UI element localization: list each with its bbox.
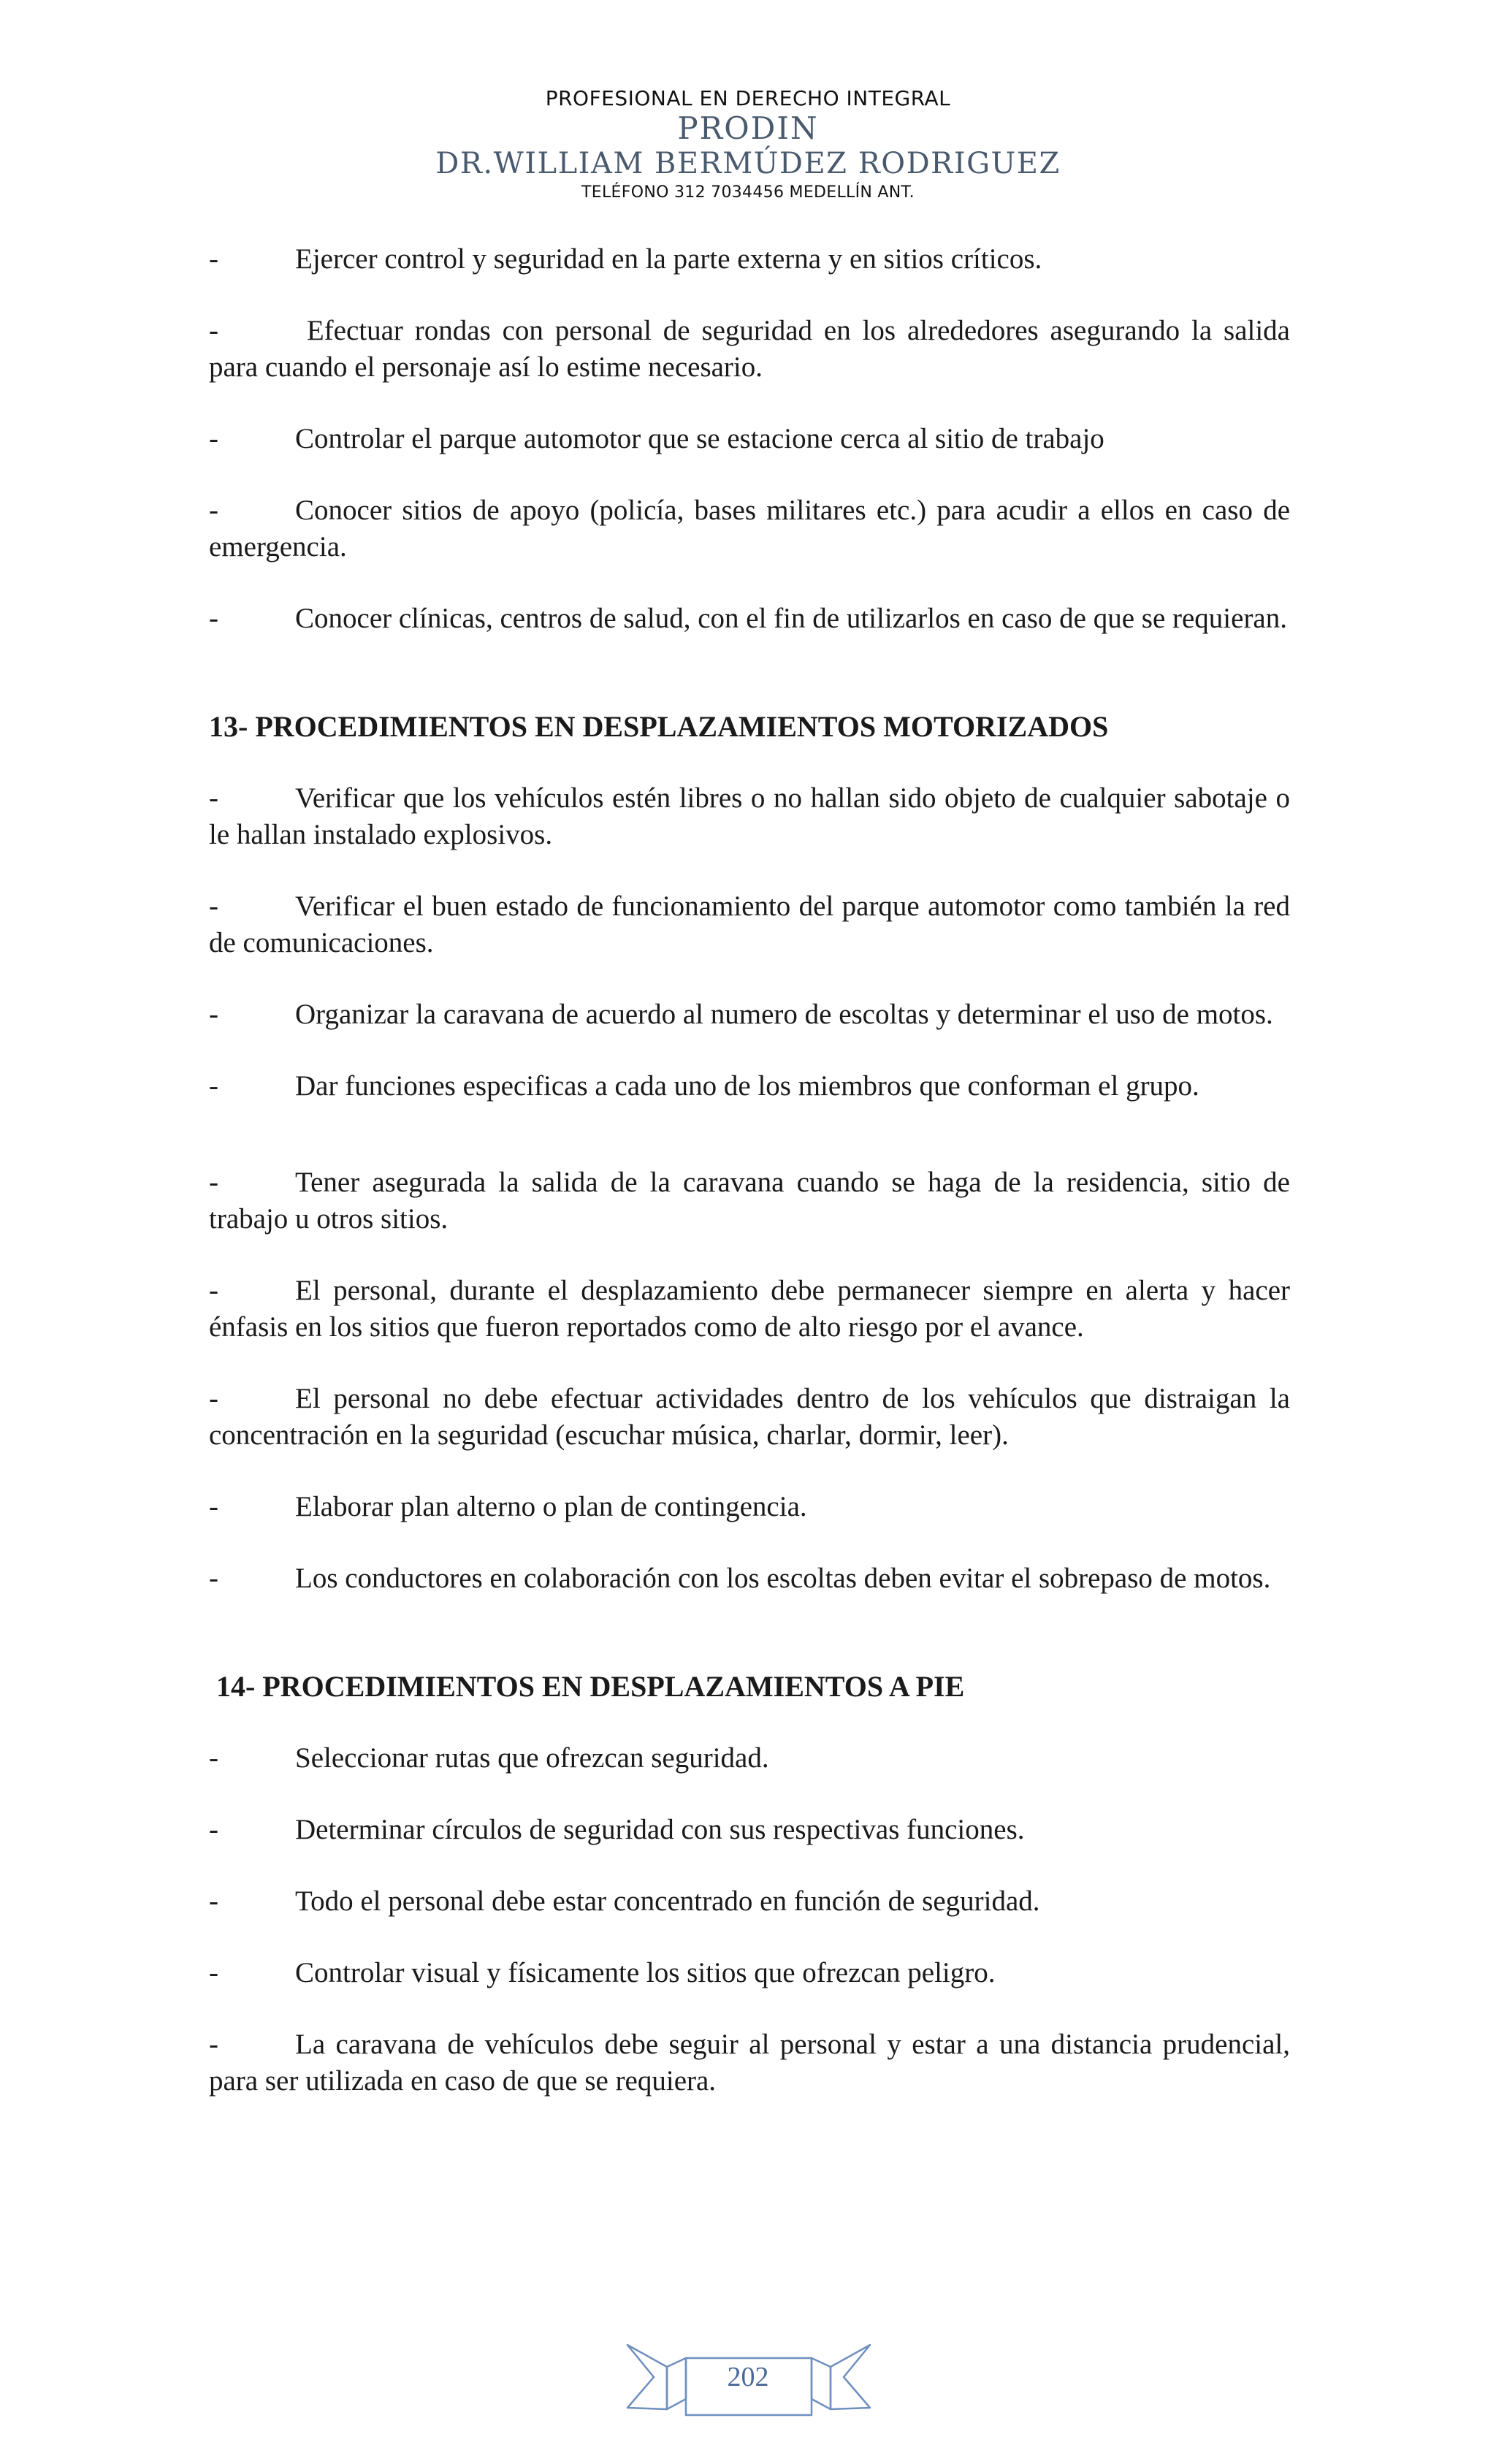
- section-spacer: [209, 672, 1290, 709]
- letterhead: [0, 86, 1496, 205]
- list-item-text: Ejercer control y seguridad en la parte externa y en sitios críticos.: [295, 243, 1042, 275]
- intro-list: [209, 241, 1290, 637]
- bullet-dash: -: [209, 1491, 218, 1522]
- list-item-text: Verificar el buen estado de funcionamiento del parque automotor como también la red de comunicaciones.: [209, 890, 1290, 958]
- list-item: [209, 1883, 1290, 1920]
- paragraph-spacer: [209, 1140, 1290, 1164]
- bullet-dash: -: [209, 1957, 218, 1988]
- section-13-title: 13- PROCEDIMIENTOS EN DESPLAZAMIENTOS MOTORIZADOS: [209, 710, 1109, 743]
- list-item-text: Organizar la caravana de acuerdo al numero de escoltas y determinar el uso de motos.: [295, 999, 1273, 1030]
- list-item: [209, 1812, 1290, 1848]
- list-item: [209, 888, 1290, 961]
- list-item-text: Todo el personal debe estar concentrado en función de seguridad.: [295, 1885, 1040, 1917]
- list-item: [209, 241, 1290, 278]
- bullet-dash: -: [209, 603, 218, 634]
- list-item-text: Controlar el parque automotor que se estacione cerca al sitio de trabajo: [295, 423, 1104, 454]
- document-body: [209, 241, 1290, 2135]
- list-item: [209, 2026, 1290, 2099]
- list-item: [209, 492, 1290, 565]
- section-14: [209, 1668, 1290, 2099]
- list-item: [209, 1740, 1290, 1777]
- bullet-dash: -: [209, 315, 218, 346]
- list-item-text: Conocer sitios de apoyo (policía, bases militares etc.) para acudir a ellos en caso de emergencia.: [209, 495, 1290, 562]
- list-item-text: Dar funciones especificas a cada uno de los miembros que conforman el grupo.: [295, 1070, 1199, 1102]
- bullet-dash: -: [209, 2029, 218, 2060]
- list-item: [209, 1164, 1290, 1237]
- page-footer: [0, 2338, 1496, 2418]
- list-item-text: Tener asegurada la salida de la caravana cuando se haga de la residencia, sitio de trabajo u otros sitios.: [209, 1167, 1290, 1235]
- list-item-text: Seleccionar rutas que ofrezcan seguridad.: [295, 1742, 769, 1774]
- list-item: [209, 1489, 1290, 1525]
- list-item: [209, 313, 1290, 386]
- letterhead-profession: PROFESIONAL EN DERECHO INTEGRAL: [545, 86, 951, 110]
- list-item: [209, 421, 1290, 457]
- list-item: [209, 1068, 1290, 1105]
- list-item-text: Verificar que los vehículos estén libres o no hallan sido objeto de cualquier sabotaje o le hallan instalado explosivos.: [209, 782, 1290, 850]
- bullet-dash: -: [209, 1742, 218, 1774]
- bullet-dash: -: [209, 495, 218, 526]
- bullet-dash: -: [209, 423, 218, 454]
- list-item: [209, 780, 1290, 853]
- bullet-dash: -: [209, 1383, 218, 1414]
- list-item: [209, 1273, 1290, 1346]
- bullet-dash: -: [209, 1070, 218, 1102]
- list-item-text: La caravana de vehículos debe seguir al personal y estar a una distancia prudencial, para ser utilizada en caso de que se requiera.: [209, 2029, 1290, 2097]
- bullet-dash: -: [209, 1814, 218, 1845]
- list-item-text: Los conductores en colaboración con los escoltas deben evitar el sobrepaso de motos.: [295, 1563, 1271, 1594]
- letterhead-phone: TELÉFONO 312 7034456 MEDELLÍN ANT.: [581, 183, 915, 202]
- list-item-text: Efectuar rondas con personal de seguridad en los alrededores asegurando la salida para cuando el personaje así lo estime necesario.: [209, 315, 1290, 383]
- section-13: [209, 709, 1290, 1597]
- list-item: [209, 1381, 1290, 1454]
- list-item: [209, 1955, 1290, 1991]
- letterhead-name: DR.WILLIAM BERMÚDEZ RODRIGUEZ: [435, 147, 1061, 180]
- list-item-text: Elaborar plan alterno o plan de contingencia.: [295, 1491, 807, 1522]
- section-spacer: [209, 1632, 1290, 1668]
- bullet-dash: -: [209, 243, 218, 275]
- list-item: [209, 1560, 1290, 1597]
- bullet-dash: -: [209, 1167, 218, 1198]
- section-14-title: 14- PROCEDIMIENTOS EN DESPLAZAMIENTOS A PIE: [216, 1670, 965, 1703]
- list-item: [209, 600, 1290, 637]
- bullet-dash: -: [209, 1885, 218, 1917]
- list-item-text: Determinar círculos de seguridad con sus respectivas funciones.: [295, 1814, 1025, 1845]
- bullet-dash: -: [209, 782, 218, 814]
- list-item-text: El personal no debe efectuar actividades dentro de los vehículos que distraigan la concentración en la seguridad (escuchar música, charlar, dormir, leer).: [209, 1383, 1290, 1451]
- bullet-dash: -: [209, 1563, 218, 1594]
- bullet-dash: -: [209, 1275, 218, 1306]
- bullet-dash: -: [209, 999, 218, 1030]
- list-item-text: El personal, durante el desplazamiento debe permanecer siempre en alerta y hacer énfasis en los sitios que fueron reportados como de alto riesgo por el avance.: [209, 1275, 1290, 1343]
- list-item-text: Conocer clínicas, centros de salud, con el fin de utilizarlos en caso de que se requieran.: [295, 603, 1287, 634]
- page-number: 202: [727, 2362, 769, 2392]
- list-item-text: Controlar visual y físicamente los sitios que ofrezcan peligro.: [295, 1957, 996, 1988]
- list-item: [209, 996, 1290, 1033]
- bullet-dash: -: [209, 890, 218, 922]
- letterhead-brand: PRODIN: [677, 110, 819, 146]
